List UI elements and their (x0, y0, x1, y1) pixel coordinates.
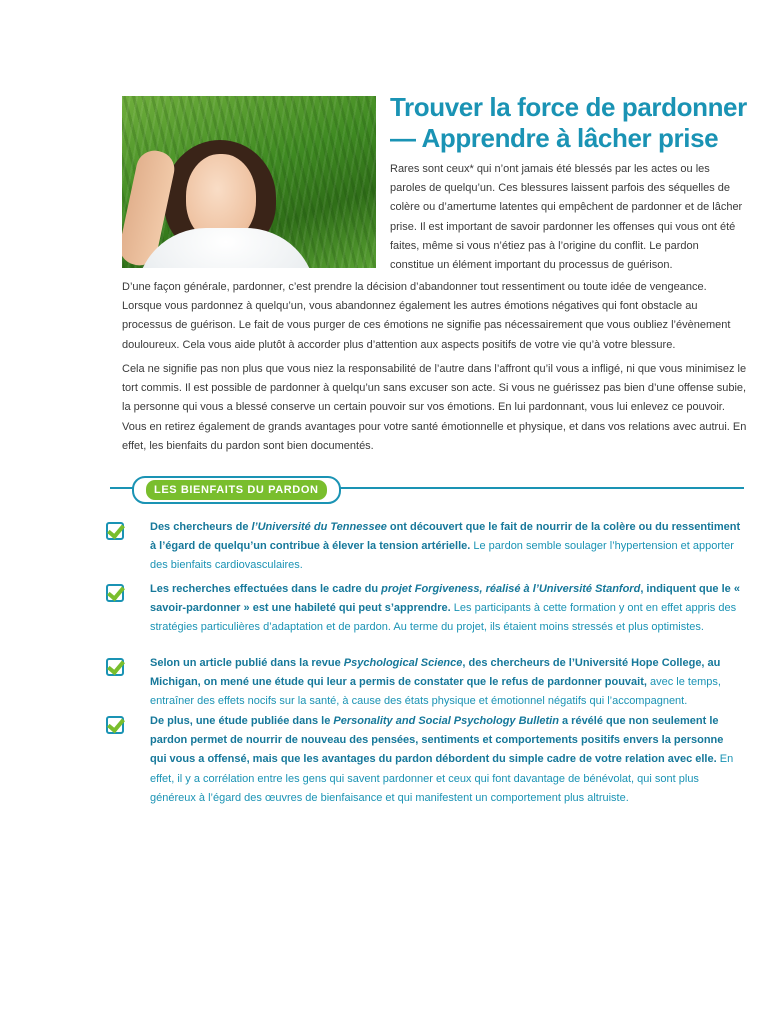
checkbox-check-icon (106, 716, 124, 734)
benefit-lead-cont: a révélé que non seulement le pardon permet de nourrir de nouveau des pensées, sentiments et comportements positifs envers la personne qui vous a offensé, mais que les avantages du pardon débordent du simple cadre de votre relation avec elle. (150, 715, 724, 766)
benefit-text (150, 518, 742, 576)
benefit-lead: Des chercheurs de (150, 521, 252, 533)
benefit-text (150, 580, 742, 638)
benefit-detail: Le pardon semble soulager l’hypertension et apporter des bienfaits cardiovasculaires. (150, 540, 734, 572)
benefit-text (150, 712, 742, 808)
body-paragraph-1: D’une façon générale, pardonner, c’est prendre la décision d’abandonner tout ressentiment ou toute idée de vengeance. Lorsque vous pardonnez à quelqu’un, vous abandonnez également les autres émotions négatives qui font obstacle au processus de guérison. Le fait de vous purger de ces émotions ne signifie pas nécessairement que vous oubliez l’évènement douloureux. Cela vous aide plutôt à accorder plus d’attention aux aspects positifs de votre vie qu’à votre blessure. (122, 281, 731, 351)
benefit-lead: De plus, une étude publiée dans le (150, 715, 334, 727)
benefit-lead-cont: , des chercheurs de l’Université Hope College, au Michigan, on mené une étude qui leur a permis de constater que le refus de pardonner pouvait, (150, 657, 721, 689)
checkbox-check-icon (106, 522, 124, 540)
photo-shoulder (136, 228, 316, 268)
section-heading: LES BIENFAITS DU PARDON (146, 480, 327, 500)
checkbox-check-icon (106, 658, 124, 676)
benefit-source: l’Université du Tennessee (251, 521, 387, 533)
benefit-detail: avec le temps, entraîner des effets nocifs sur la santé, à cause des états physique et émotionnel négatifs qui l’accompagnent. (150, 676, 721, 708)
body-paragraph-2: Cela ne signifie pas non plus que vous niez la responsabilité de l’autre dans l’affront qu’il vous a infligé, ni que vous minimisez le tort commis. Il est possible de pardonner à quelqu’un sans excuser son acte. Si vous ne guérissez pas bien d’une offense subie, la personne qui vous a blessé conserve un certain pouvoir sur vos émotions. En lui pardonnant, vous lui enlevez ce pouvoir. Vous en retirez également de grands avantages pour votre santé émotionnelle et physique, et dans vos relations avec autrui. En effet, les bienfaits du pardon sont bien documentés. (122, 363, 747, 452)
benefit-lead: Selon un article publié dans la revue (150, 657, 344, 669)
benefit-source: Psychological Science (343, 657, 463, 669)
benefit-detail: Les participants à cette formation y ont en effet appris des stratégies particulières d’adaptation et de pardon. Au terme du projet, ils étaient moins stressés et plus optimistes. (150, 602, 737, 634)
benefit-lead-cont: ont découvert que le fait de nourrir de la colère ou du ressentiment à l’égard de quelqu’un contribue à élever la tension artérielle. (150, 521, 741, 553)
section-heading-badge (132, 476, 341, 504)
benefit-source: projet Forgiveness, réalisé à l’Université Stanford (381, 583, 641, 595)
page-title: Trouver la force de pardonner — Apprendre à lâcher prise (390, 92, 747, 153)
checkbox-check-icon (106, 584, 124, 602)
benefit-lead: Les recherches effectuées dans le cadre du (150, 583, 382, 595)
benefit-source: Personality and Social Psychology Bulletin (333, 715, 559, 727)
intro-paragraph: Rares sont ceux* qui n’ont jamais été blessés par les actes ou les paroles de quelqu’un. Ces blessures laissent parfois des séquelles de colère ou d’amertume latentes qui empêchent de pardonner et de lâcher prise. Il est important de savoir pardonner les offenses qui vous ont été faites, même si vous n’étiez pas à l’origine du conflit. Le pardon constitue un élément important du processus de guérison. (390, 163, 743, 272)
benefit-detail: En effet, il y a corrélation entre les gens qui savent pardonner et ceux qui font davantage de bénévolat, qui sont plus généreux à l’égard des œuvres de bienfaisance et qui manifestent un comportement plus altruiste. (150, 753, 734, 804)
woman-in-grass-photo (122, 96, 376, 268)
benefit-lead-cont: , indiquent que le « savoir-pardonner » est une habileté qui peut s’apprendre. (150, 583, 740, 615)
benefit-text (150, 654, 742, 712)
